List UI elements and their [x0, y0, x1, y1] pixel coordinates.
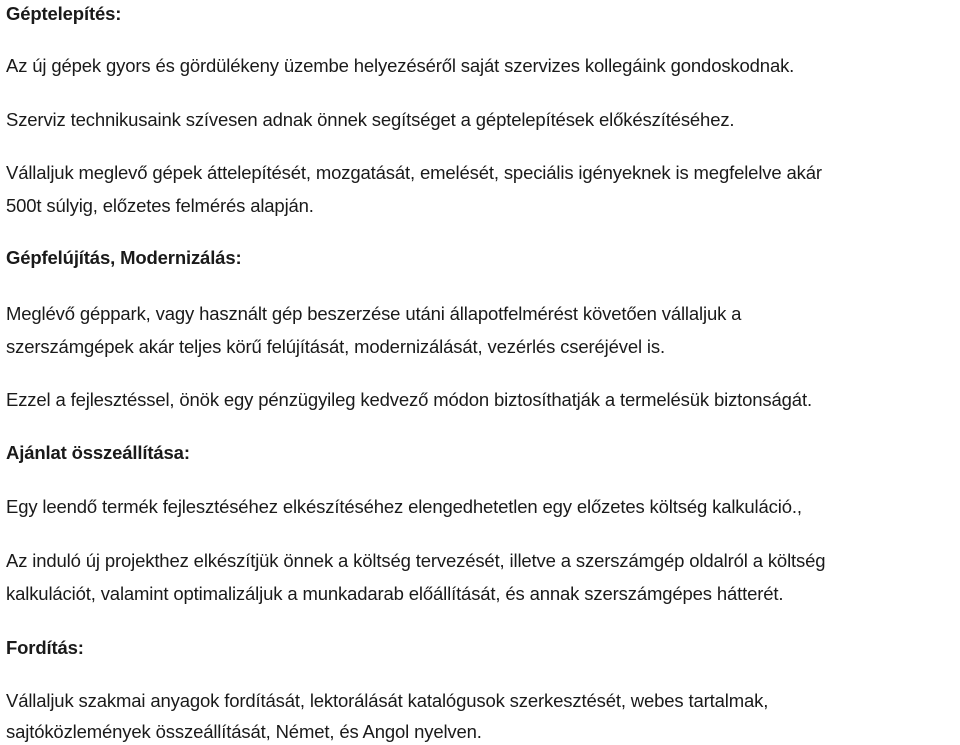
- paragraph-line: Az új gépek gyors és gördülékeny üzembe helyezéséről saját szervizes kollegáink gondoskodnak.: [6, 55, 795, 76]
- paragraph-line: Szerviz technikusaink szívesen adnak önnek segítséget a géptelepítések előkészítéséhez.: [6, 109, 735, 130]
- paragraph-line: sajtóközlemények összeállítását, Német, és Angol nyelven.: [6, 721, 482, 742]
- paragraph-line: Az induló új projekthez elkészítjük önnek a költség tervezését, illetve a szerszámgép oldalról a költség: [6, 550, 826, 571]
- section-heading-geptelepites: Géptelepítés:: [6, 3, 122, 24]
- paragraph-line: kalkulációt, valamint optimalizáljuk a munkadarab előállítását, és annak szerszámgépes hátterét.: [6, 583, 784, 604]
- paragraph-line: 500t súlyig, előzetes felmérés alapján.: [6, 195, 314, 216]
- section-heading-ajanlat: Ajánlat összeállítása:: [6, 442, 190, 463]
- section-heading-gepfelujitas: Gépfelújítás, Modernizálás:: [6, 247, 242, 268]
- paragraph-line: Vállaljuk szakmai anyagok fordítását, lektorálását katalógusok szerkesztését, webes tartalmak,: [6, 690, 769, 711]
- section-heading-forditas: Fordítás:: [6, 637, 84, 658]
- paragraph-line: Meglévő géppark, vagy használt gép beszerzése utáni állapotfelmérést követően vállaljuk a: [6, 303, 742, 324]
- paragraph-line: Egy leendő termék fejlesztéséhez elkészítéséhez elengedhetetlen egy előzetes költség kalkuláció.,: [6, 496, 802, 517]
- paragraph-line: Vállaljuk meglevő gépek áttelepítését, mozgatását, emelését, speciális igényeknek is megfelelve akár: [6, 162, 822, 183]
- paragraph-line: szerszámgépek akár teljes körű felújítását, modernizálását, vezérlés cseréjével is.: [6, 336, 665, 357]
- paragraph-line: Ezzel a fejlesztéssel, önök egy pénzügyileg kedvező módon biztosíthatják a termelésük biztonságát.: [6, 389, 812, 410]
